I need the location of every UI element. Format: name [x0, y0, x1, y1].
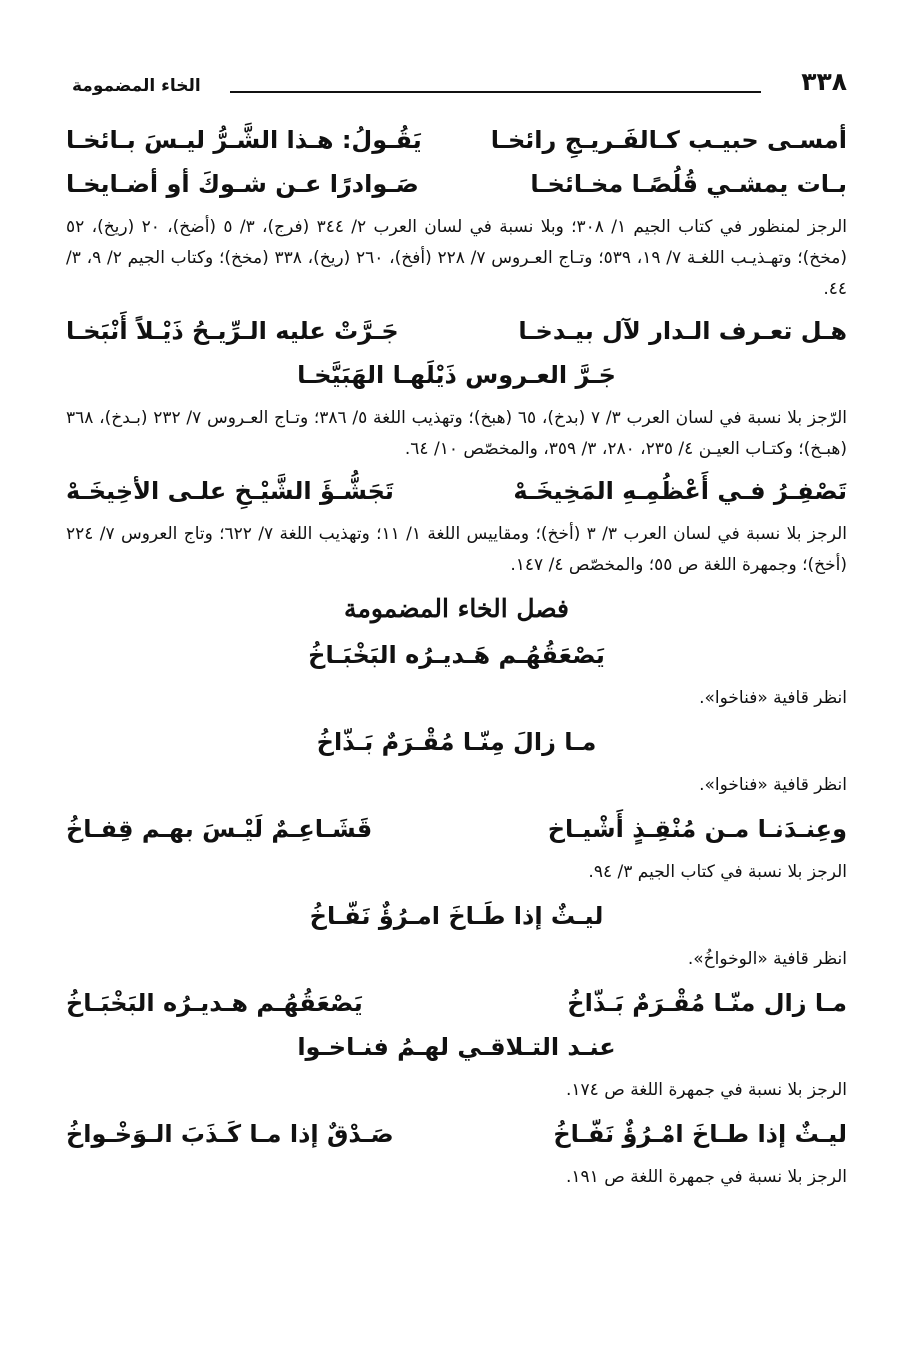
page-number: ٣٣٨ [801, 67, 847, 96]
second-hemistich: قَشَـاعِـمٌ لَيْـسَ بهـم قِفـاخُ [66, 815, 373, 843]
first-hemistich: أمسـى حبيـب كـالفَـريـجِ رائخـا [490, 126, 847, 154]
verse-line [66, 469, 847, 513]
verse-line [66, 1025, 847, 1069]
header-rule [230, 91, 761, 93]
verse-line [66, 309, 847, 353]
cross-reference-note: انظر قافية «فناخوا». [699, 688, 847, 708]
single-hemistich: يَصْعَقُهُـم هَـديـرُه البَخْبَـاخُ [308, 641, 605, 669]
first-hemistich: تَصْفِـرُ فـي أَعْظُمِـهِ المَخِيخَـهْ [513, 477, 847, 505]
verse-line [66, 162, 847, 206]
single-hemistich: عنـد التـلاقـي لهـمُ فنـاخـوا [297, 1033, 616, 1061]
first-hemistich: وعِنـدَنـا مـن مُنْقِـذٍ أَشْيـاخ [547, 815, 847, 843]
section-title: فصل الخاء المضمومة [344, 594, 569, 623]
verse-line [66, 894, 847, 938]
first-hemistich: ليـثٌ إذا طـاخَ امْـرُؤٌ نَفّـاخُ [553, 1120, 847, 1148]
verse-line [66, 118, 847, 162]
second-hemistich: يَصْعَقُهُـم هـديـرُه البَخْبَـاخُ [66, 989, 363, 1017]
source-note: الرجز بلا نسبة في لسان العرب ٣/ ٣ (أخخ)؛ ومقاييس اللغة ١/ ١١؛ وتهذيب اللغة ٧/ ٦٢٢؛ وتاج العروس ٧/ ٢٢٤ (أخخ)؛ وجمهرة اللغة ص ٥٥؛ والمخصّص ٤/ ١٤٧. [66, 524, 847, 575]
single-hemistich: جَـرَّ العـروس ذَيْلَهـا الهَبَيَّخـا [297, 361, 616, 389]
source-note: الرجز لمنظور في كتاب الجيم ١/ ٣٠٨؛ وبلا نسبة في لسان العرب ٢/ ٣٤٤ (فرج)، ٣/ ٥ (أضخ)، ٢٠ (ريخ)، ٥٢ (مخخ)؛ وتهـذيـب اللغـة ٧/ ١٩، ٥٣٩؛ وتـاج العـروس ٧/ ٢٢٨ (أفخ)، ٢٦٠ (ريخ)، ٣٣٨ (مخخ)؛ وكتاب الجيم ٢/ ٩، ٣/ ٤٤. [66, 217, 847, 299]
verse-line [66, 633, 847, 677]
source-note: الرّجز بلا نسبة في لسان العرب ٣/ ٧ (بدخ)، ٦٥ (هبخ)؛ وتهذيب اللغة ٥/ ٣٨٦؛ وتـاج العـروس ٧/ ٢٣٢ (بـدخ)، ٣٦٨ (هبـخ)؛ وكتـاب العيـن ٤/ ٢٣٥، ٢٨٠، ٣/ ٣٥٩، والمخصّص ١٠/ ٦٤. [66, 408, 848, 459]
second-hemistich: يَقُـولُ: هـذا الشَّـرُّ ليـسَ بـائخـا [66, 126, 422, 154]
second-hemistich: صَـدْقٌ إذا مـا كَـذَبَ الـوَخْـواخُ [66, 1120, 394, 1148]
source-note: الرجز بلا نسبة في كتاب الجيم ٣/ ٩٤. [588, 862, 847, 882]
second-hemistich: تَجَشُّـؤَ الشَّيْـخِ علـى الأخِيخَـهْ [66, 477, 394, 505]
single-hemistich: ليـثٌ إذا طَـاخَ امـرُؤٌ نَفّـاخُ [309, 902, 604, 930]
page-body [66, 118, 847, 1199]
second-hemistich: جَـرَّتْ عليه الـرِّيـحُ ذَيْـلاً أَنْبَخـا [66, 317, 399, 345]
second-hemistich: صَـوادرًا عـن شـوكَ أو أضـايخـا [66, 170, 419, 198]
cross-reference-note: انظر قافية «فناخوا». [699, 775, 847, 795]
single-hemistich: مـا زالَ مِنّـا مُقْـرَمٌ بَـذّاخُ [316, 728, 597, 756]
verse-line [66, 807, 847, 851]
source-note: الرجز بلا نسبة في جمهرة اللغة ص ١٩١. [566, 1167, 847, 1187]
first-hemistich: هـل تعـرف الـدار لآل بيـدخـا [518, 317, 847, 345]
source-note: الرجز بلا نسبة في جمهرة اللغة ص ١٧٤. [566, 1080, 847, 1100]
first-hemistich: بـات يمشـي قُلُصًـا مخـائخـا [530, 170, 847, 198]
verse-line [66, 720, 847, 764]
running-title: الخاء المضمومة [72, 76, 201, 96]
cross-reference-note: انظر قافية «الوخواخُ». [687, 949, 847, 969]
first-hemistich: مـا زال منّـا مُقْـرَمٌ بَـذّاخُ [567, 989, 847, 1017]
verse-line [66, 1112, 847, 1156]
verse-line [66, 981, 847, 1025]
verse-line [66, 353, 847, 397]
